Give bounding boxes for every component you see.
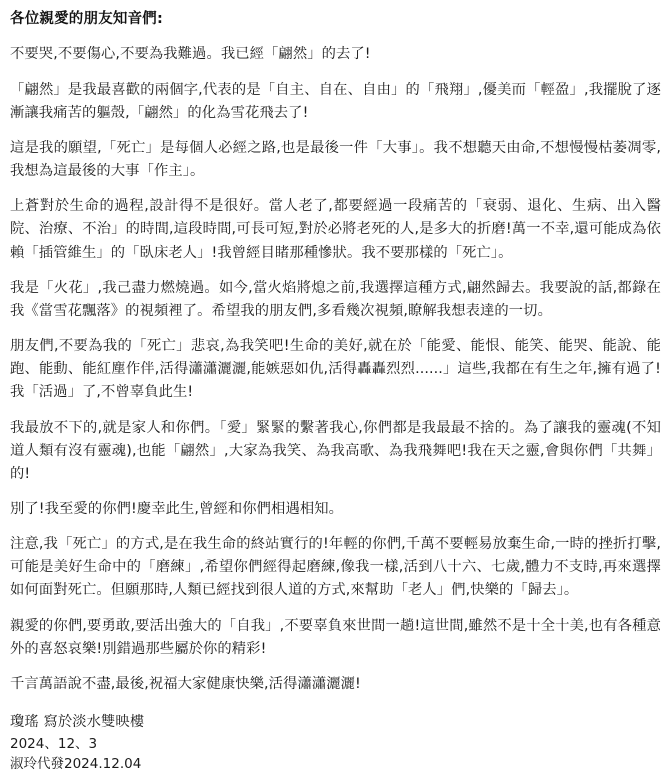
page-title: 各位親愛的朋友知音們: <box>10 11 163 27</box>
signature-block <box>10 712 661 774</box>
paragraph-1: 不要哭,不要傷心,不要為我難過。我已經「翩然」的去了! <box>10 46 371 63</box>
signature-agent-note: 淑玲代發2024.12.04 <box>10 755 142 772</box>
signature-author: 瓊瑤 寫於淡水雙映樓 <box>10 714 145 731</box>
paragraph-2: 「翩然」是我最喜歡的兩個字,代表的是「自主、自在、自由」的「飛翔」,優美而「輕盈」,我擺脫了逐漸讓我痛苦的軀殼,「翩然」的化為雪花飛去了! <box>10 81 661 121</box>
paragraph-4: 上蒼對於生命的過程,設計得不是很好。當人老了,都要經過一段痛苦的「衰弱、退化、生病、出入醫院、治療、不治」的時間,這段時間,可長可短,對於必將老死的人,是多大的折磨!萬一不幸,還可能成為依賴「插管維生」的「臥床老人」!我曾經目睹那種慘狀。我不要那樣的「死亡」。 <box>10 198 661 261</box>
signature-date: 2024、12、3 <box>10 735 98 752</box>
paragraph-8: 別了!我至愛的你們!慶幸此生,曾經和你們相遇相知。 <box>10 500 344 517</box>
paragraph-7: 我最放不下的,就是家人和你們。「愛」緊緊的繫著我心,你們都是我最最不捨的。為了讓我的靈魂(不知道人類有沒有靈魂),也能「翩然」,大家為我笑、為我高歌、為我飛舞吧!我在天之靈,會與你們「共舞」的! <box>10 419 661 482</box>
paragraph-5: 我是「火花」,我己盡力燃燒過。如今,當火焰將熄之前,我選擇這種方式,翩然歸去。我要說的話,都錄在我《當雪花飄落》的視頻裡了。希望我的朋友們,多看幾次視頻,瞭解我想表達的一切。 <box>10 279 661 319</box>
paragraph-9: 注意,我「死亡」的方式,是在我生命的終站實行的!年輕的你們,千萬不要輕易放棄生命,一時的挫折打擊,可能是美好生命中的「磨練」,希望你們經得起磨練,像我一樣,活到八十六、七歲,體力不支時,再來選擇如何面對死亡。但願那時,人類已經找到很人道的方式,來幫助「老人」們,快樂的「歸去」。 <box>10 536 661 599</box>
paragraph-6: 朋友們,不要為我的「死亡」悲哀,為我笑吧!生命的美好,就在於「能愛、能恨、能笑、能哭、能說、能跑、能動、能紅塵作伴,活得瀟瀟灑灑,能嫉惡如仇,活得轟轟烈烈......」這些,我都在有生之年,擁有過了!我「活過」了,不曾辜負此生! <box>10 338 661 401</box>
paragraph-10: 親愛的你們,要勇敢,要活出強大的「自我」,不要辜負來世間一趟!這世間,雖然不是十全十美,也有各種意外的喜怒哀樂!別錯過那些屬於你的精彩! <box>10 617 661 657</box>
paragraph-11: 千言萬語說不盡,最後,祝福大家健康快樂,活得瀟瀟灑灑! <box>10 675 361 692</box>
paragraph-3: 這是我的願望,「死亡」是每個人必經之路,也是最後一件「大事」。我不想聽天由命,不想慢慢枯萎凋零,我想為這最後的大事「作主」。 <box>10 139 661 180</box>
